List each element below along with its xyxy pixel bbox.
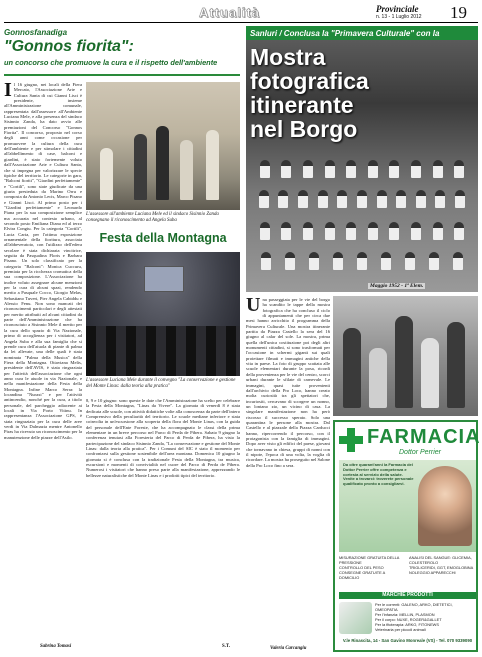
person-figure xyxy=(395,316,413,408)
service-item: TRIGLICERIDI, GGT, EMOGLOBINA xyxy=(409,565,474,570)
page-number: 19 xyxy=(450,3,467,22)
festa-signature: S.T. xyxy=(222,644,230,649)
kids-row xyxy=(254,190,470,208)
person-figure xyxy=(369,348,387,408)
exhibition-title: Mostra fotografica itinerante nel Borgo xyxy=(250,44,369,142)
article-text: l 16 giugno, nei locali della Fiera Mercato, l'Associazione Arte e Cultura Santa di cui Gianni Lisci è presidente, insieme all'Amministrazione comunale, rappresentata dall'assessore all'Ambiente Luciana Mele, e alla presenza del sindaco Sisinnio Zanda, ha dato avvio alle premiazioni del Concorso "Gonnos Fiorita". Il concorso, proposto nel corso degli anni come occasione per promuovere la cultura della cura dell'ambiente e per stimolare i cittadini all'abbellimento di case, balconi e giardini, è stato fortemente voluto dall'Associazione Arte e Cultura Santa, che si impegna per valorizzare le specie tipiche del territorio. Le categorie in gara, "Balconi fioriti", "Giardini perfettamente" e "Cortili", sono state giudicate da una giuria presieduta da Marino Orru e composta da Antonio Lecis, Marco Pisano e Gianni Lisci. Al primo posto per i "Giardini perfettamente" e Leonardo Piana per la sua composizione semplice ma accurata nel contesto urbano, al secondo posto Emiliana Diana ed al terzo Elvira Congiu. Per la categoria "Cortili", Lucia Carta, per l'ottima esposizione ornamentale della fioritura, associata all'abbeveratoio, con l'utilizzo dell'edera secolare è stata dichiarata vincitrice, seguita da Pasqualina Floris e Barbara Pisano. Un solo classificato per la categoria "Balconi": Monica Cuccuru, premiata per la ricchezza cromatica della sua composizione. L'Associazione ha inoltre voluto assegnare alcune menzioni per la cura di alcuni spazi, rendendo merito a Pasquale Cocco, Giorgio Melas, Sebastiano Tuveri, Pier Angela Cabiddu e Alessio Fenu. Non sono mancati dei riconoscimenti particolari e degli attestati per merito attribuiti ad alcuni cittadini da parte dell'Amministrazione che ha riconosciuto a Sisinnio Mele il merito per la cura dello spazio di Via Nazionale, primo di accoglienza per i visitatori, ad Angela Suba e alla sua famiglia che si prende cura dell'aiuola di piante di palma da lei allevate, una delle quali è stata nominata "Palma della Musica" della Fiera della Montagna. Ottaviana Melis, presidente dell'AVIS, è stata ringraziata per l'attività dell'associazione che ogni anno cura le aiuole in via Nazionale, e nella manifestazione della Festa della Montagna. Infine Marco Serra: la locandina "Nuraxi" e per l'attività antincendio, nonché per la cura, a titolo personale, del parcheggio adiacente ai locali in Via Porto Vitinu. In rappresentanza l'Associazione GPS, è stata ringraziata per la cura delle aree verdi in Via Dalmazia mentre Antonello Piras ha ricevuto un riconoscimento per la manutenzione delle piazze dell'Asilo. xyxy=(4,82,82,440)
page-header xyxy=(4,3,478,23)
products-label: MARCHIE PRODOTTI xyxy=(339,592,476,599)
article-kicker: Gonnosfanadiga xyxy=(4,28,68,37)
projection-screen xyxy=(144,266,184,292)
title-divider xyxy=(4,74,240,76)
person-figure xyxy=(421,338,439,408)
right-article-body xyxy=(246,297,330,642)
pharmacy-address: V.le Rinascita, 14 - San Gavino Monreale (VS) - Tel. 070 9339090 xyxy=(342,638,473,643)
pharmacy-promo xyxy=(339,460,476,552)
festa-headline: Festa della Montagna xyxy=(99,231,227,245)
promo-text: Da oltre quarant'anni la Farmacia del Dottor Perrier offre competenza e cortesia al servizio della salute. Venite a trovarci: troverete personale qualificato pronto a consigliarvi. xyxy=(343,462,414,487)
drop-cap: I xyxy=(4,82,12,101)
article-headline: "Gonnos fiorita": xyxy=(4,38,134,55)
product-item: Per il corpo: NUXE, ROGER&GALLET xyxy=(375,617,442,622)
pharmacy-name: FARMACIA xyxy=(367,426,481,448)
audience xyxy=(86,326,240,376)
right-section-header: Sanluri / Conclusa la "Primavera Culturale" con la xyxy=(246,26,478,40)
left-article-body xyxy=(4,82,82,650)
service-item: CONTROLLO DEL PESO xyxy=(339,565,384,570)
newspaper-brand: Provinciale xyxy=(376,4,419,14)
pharmacy-advertisement xyxy=(333,420,481,652)
service-item: NOLEGGIO APPARECCHI xyxy=(409,570,456,575)
person-figure xyxy=(134,134,147,200)
promo-portrait xyxy=(418,466,472,546)
kids-row xyxy=(254,160,470,178)
header-divider xyxy=(4,22,478,23)
product-item: Veterinaria per piccoli animali xyxy=(375,627,426,632)
kids-row xyxy=(254,252,470,270)
service-item: ANALISI DEL SANGUE: GLICEMIA, COLESTEROLO xyxy=(409,555,472,565)
products-image xyxy=(339,602,372,634)
person-figure xyxy=(447,322,465,408)
person-figure xyxy=(156,126,169,200)
photo-caption: L'assessore Luciana Mele durante il convegno "La conservazione e gestione del Monte Linas: dalla teoria alla pratica" xyxy=(86,378,236,389)
class-photo-caption: Maggio 1952 - 1ª Elem. xyxy=(370,283,424,289)
product-item: Per la fitoterapia: ARKO, FITONEWS xyxy=(375,622,439,627)
pharmacy-cross-icon xyxy=(339,428,363,452)
products-list xyxy=(375,602,475,632)
section-rubric: Attualità xyxy=(199,5,260,20)
person-figure xyxy=(180,140,193,200)
article-signature: Sabrina Tomasi xyxy=(40,644,72,649)
conference-photo xyxy=(86,252,240,376)
festa-body: 8, 9 e 10 giugno: sono queste le date che l'Amministrazione ha scelto per celebrare la Festa della Montagna, "Linas da Vivere". La giornata di venerdì 8 è stata dedicata alle scuole, con attività didattiche volte alla conoscenza da parte dell'intero Comprensivo della peculiarità del territorio. Le scuole mediane inferiore e stata coinvolta in un'escursione alla scoperta della flora del Monte Linas, con la guida del personale dell'Ente Foreste, che ha accompagnato le classi della prima elementare in un breve percorso nel Parco di Perda de Pibera. Sabato 9 giugno la conferenza tenutasi alla Foresteria del Parco di Perda de Pibera, ha visto la partecipazione del sindaco Sisinnio Zanda, "La conservazione e gestione del Monte Linas: dalla teoria alla pratica". Per i Comuni del SIC è stato il momento per confrontarsi sulla gestione sostenibile dell'area montana. Domenica 10 giugno la giornata si è conclusa con la tradizionale Festa della Montagna, tra musica, escursioni e momenti di convivialità nel cuore del Parco di Perda de Pibera. Numerosi i visitatori che hanno preso parte alla manifestazione, apprezzando le bellezze naturalistiche del Monte Linas e i prodotti tipici del territorio. xyxy=(86,398,240,478)
photo-caption: L'assessore all'ambiente Luciana Mele ed il sindaco Sisinnio Zanda consegnano il riconoscimento ad Angela Suba xyxy=(86,212,219,223)
person-figure xyxy=(100,148,113,200)
left-article-title-block xyxy=(4,28,240,67)
service-item: CONSEGNE GRATUITE A DOMICILIO xyxy=(339,570,385,580)
services-list xyxy=(339,555,476,580)
product-item: Per l'infanzia: MELLIN, PLASMON xyxy=(375,612,435,617)
family-photo xyxy=(333,296,478,416)
person-figure xyxy=(206,130,219,200)
award-photo xyxy=(86,82,240,210)
article-text: na passeggiata per le vie del borgo ha scandito le tappe della mostra fotografica che ha concluso il ciclo di appuntamenti che per circa due mesi hanno arricchito il programma della Primavera Culturale. Una mostra itinerante partita da Piazza Castello la sera del 16 giugno al calar del sole. La mostra, prima quella dell'unica costituzione poi degli altri monumenti cittadini, si sono trasformati per l'occasione in schermi giganti sui quali proiettare filmati e immagini antiche della vita in paese. La foto di gruppo scattata alle scuole elementari durante la posa, ricordi della provenienza per le vie del centro, scorci urbani durante le sfilate di carnevale. Le immagini, quasi tutte provenienti dall'archivio della Pro Loco, hanno creato molta curiosità tra gli spettatori che, incuriositi, cercavano di scorgere un nonno, un lontano zio, un vicino di casa. La singolare manifestazione non ha però riscosso il successo sperato. Solo una quarantina le persone alla mostra. Dal Castello e al piazzale della Piazza Carducci hanno, ripercorrendo il percorso, con il protagonista con la famiglia di immagini. Dopo aver visto gli edifici del paese, giovani che tornavano in chiesa, gruppi di nonni con il nipote, l'epoca di una volta, la voglia di ricordare. La mostra ha proseguito nel Salone della Pro Loco fino a sera. xyxy=(246,297,330,468)
pharmacy-doctor: Dottor Perrier xyxy=(399,449,442,456)
right-article-signature: Valeria Carcangiu xyxy=(270,646,307,651)
service-item: MISURAZIONE GRATUITA DELLA PRESSIONE xyxy=(339,555,400,565)
drop-cap: U xyxy=(246,297,261,316)
person-figure xyxy=(343,328,361,408)
product-item: Per le correnti: GALENO, ARKO, DIETETICI, OMEOPATIA xyxy=(375,602,453,612)
issue-info: n. 13 - 1 Luglio 2012 xyxy=(376,14,422,20)
article-subhead: un concorso che promuove la cura e il rispetto dell'ambiente xyxy=(4,58,218,67)
kids-row xyxy=(254,222,470,240)
